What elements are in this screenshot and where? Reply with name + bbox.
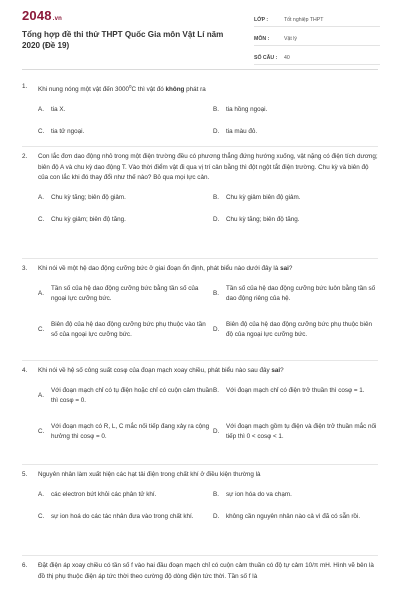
meta-key: LỚP : <box>254 16 269 23</box>
option-a[interactable]: A. Tần số của hệ dao động cưỡng bức bằng tần số của ngoại lực cưỡng bức. <box>38 284 199 302</box>
question-divider <box>22 146 378 147</box>
option-c[interactable]: C. sự ion hoá do các tác nhân đưa vào trong chất khí. <box>38 512 194 520</box>
option-b[interactable]: B. Tần số của hệ dao động cưỡng bức luôn bằng tần số dao động riêng của hệ. <box>213 284 376 302</box>
question-divider <box>22 258 378 259</box>
question-text: Nguyên nhân làm xuất hiện các hạt tải điện trong chất khí ở điều kiện thường là <box>38 471 261 478</box>
document-title: Tổng hợp đề thi thử THPT Quốc Gia môn Vật Lí năm 2020 (Đề 19) <box>22 30 224 50</box>
option-d[interactable]: D. tia màu đỏ. <box>213 127 258 135</box>
question-number: 6. <box>22 562 28 569</box>
option-a[interactable]: A. tia X. <box>38 105 66 113</box>
question-number: 3. <box>22 265 28 272</box>
meta-key: MÔN : <box>254 35 270 42</box>
meta-value: Vật lý <box>284 35 297 42</box>
option-c[interactable]: C. Biên độ của hệ dao động cưỡng bức phụ thuộc vào tần số của ngoại lực cưỡng bức. <box>38 320 206 338</box>
question-divider <box>22 464 378 465</box>
meta-key: SỐ CÂU : <box>254 54 278 61</box>
question-text: Con lắc đơn dao động nhỏ trong một điện trường đều có phương thẳng đứng hướng xuống, vật nặng có điện tích dương; biên độ A và chu kỳ dao động T. Vào thời điểm vật đi qua vị trí cân bằng thì đột ngột tắt điện trường. Chu kỳ và biên độ của con lắc khi đó thay đổi như thế nào? Bỏ qua mọi lực cản. <box>38 153 378 181</box>
option-b[interactable]: B. Chu kỳ giảm biên độ giảm. <box>213 193 301 201</box>
answer-options <box>38 105 378 145</box>
question-3 <box>22 264 378 352</box>
option-c[interactable]: C. Chu kỳ giảm; biên độ tăng. <box>38 215 126 223</box>
answer-options <box>38 386 378 454</box>
option-a[interactable]: A. Với đoạn mạch chỉ có tụ điện hoặc chỉ có cuộn cảm thuần thì cosφ = 0. <box>38 386 213 404</box>
logo-main: 2048 <box>22 8 52 23</box>
question-text: Khi nói về một hệ dao động cưỡng bức ở giai đoạn ổn định, phát biểu nào dưới đây là sai? <box>38 265 293 272</box>
logo-suffix: .vn <box>52 16 63 22</box>
question-number: 1. <box>22 83 28 90</box>
option-d[interactable]: D. Với đoạn mạch gồm tụ điện và điện trở thuần mắc nối tiếp thì 0 < cosφ < 1. <box>213 422 377 440</box>
question-2 <box>22 152 378 233</box>
meta-value: Tốt nghiệp THPT <box>284 16 324 23</box>
meta-value: 40 <box>284 54 290 61</box>
meta-row-subject <box>254 32 380 46</box>
question-6 <box>22 561 378 582</box>
option-a[interactable]: A. Chu kỳ tăng; biên độ giảm. <box>38 193 126 201</box>
header-divider <box>22 69 378 70</box>
site-logo[interactable] <box>22 8 62 23</box>
option-d[interactable]: D. Biên độ của hệ dao động cưỡng bức phụ thuộc biên độ của ngoại lực cưỡng bức. <box>213 320 372 338</box>
option-b[interactable]: B. Với đoạn mạch chỉ có điện trở thuần thì cosφ = 1. <box>213 386 365 394</box>
question-text: Khi nung nóng một vật đến 3000$^0$C thì vật đó không phát ra <box>38 84 206 94</box>
question-number: 4. <box>22 367 28 374</box>
answer-options <box>38 284 378 352</box>
question-text: Khi nói về hệ số công suất cosφ của đoạn mạch xoay chiều, phát biểu nào sau đây sai? <box>38 367 284 374</box>
answer-options <box>38 490 378 546</box>
question-divider <box>22 360 378 361</box>
option-c[interactable]: C. tia tử ngoại. <box>38 127 85 135</box>
option-b[interactable]: B. sự ion hóa do va chạm. <box>213 490 292 498</box>
option-c[interactable]: C. Với đoạn mạch có R, L, C mắc nối tiếp đang xảy ra cộng hưởng thì cosφ = 0. <box>38 422 210 440</box>
question-text: Đặt điện áp xoay chiều có tần số f vào hai đầu đoạn mạch chỉ có cuộn cảm thuần có độ tự cảm 10/π mH. Hình vẽ bên là đồ thị phụ thuộc điện áp tức thời theo cường độ dòng điện tức thời. Tần số f là <box>38 562 374 580</box>
question-5 <box>22 470 378 546</box>
question-number: 5. <box>22 471 28 478</box>
option-a[interactable]: A. các electron bứt khỏi các phân tử khí. <box>38 490 157 498</box>
option-d[interactable]: D. Chu kỳ tăng; biên độ tăng. <box>213 215 300 223</box>
option-d[interactable]: D. không cần nguyên nhân nào cả vì đã có sẵn rồi. <box>213 512 361 520</box>
option-b[interactable]: B. tia hồng ngoại. <box>213 105 268 113</box>
answer-options <box>38 193 378 233</box>
question-divider <box>22 555 378 556</box>
question-number: 2. <box>22 153 28 160</box>
exam-meta <box>254 13 380 70</box>
question-4 <box>22 366 378 454</box>
meta-row-count <box>254 51 380 65</box>
meta-row-grade <box>254 13 380 27</box>
question-1 <box>22 82 378 145</box>
